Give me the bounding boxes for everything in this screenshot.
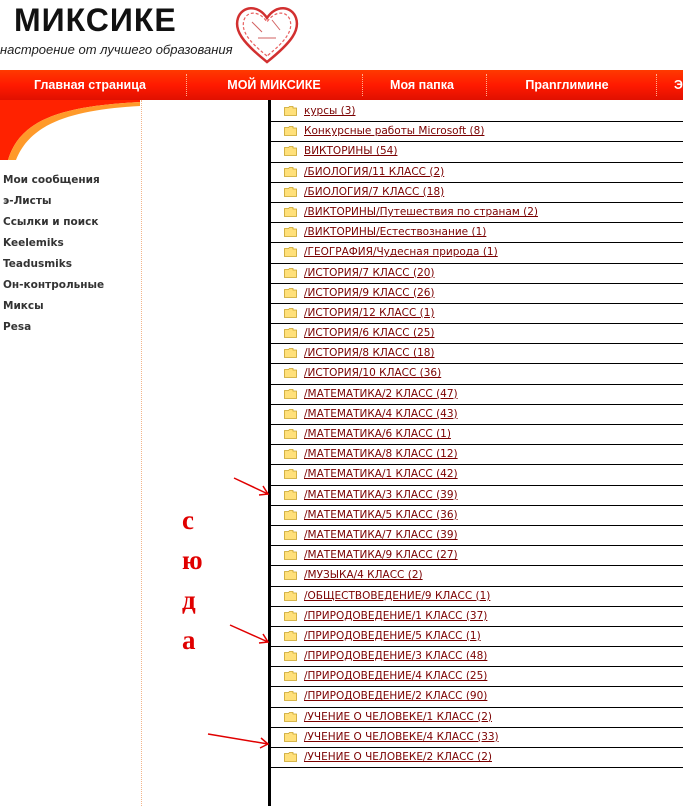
- folder-link[interactable]: /УЧЕНИЕ О ЧЕЛОВЕКЕ/2 КЛАСС (2): [304, 751, 492, 763]
- top-navigation-bar: [0, 70, 683, 100]
- nav-pranglimine[interactable]: Прanглимине: [525, 78, 609, 92]
- site-tagline: настроение от лучшего образования: [0, 42, 233, 57]
- folder-link[interactable]: курсы (3): [304, 105, 356, 117]
- folder-icon[interactable]: [284, 510, 297, 520]
- folder-icon[interactable]: [284, 691, 297, 701]
- folder-row: [271, 465, 683, 485]
- folder-icon[interactable]: [284, 651, 297, 661]
- folder-link[interactable]: /УЧЕНИЕ О ЧЕЛОВЕКЕ/1 КЛАСС (2): [304, 710, 492, 723]
- folder-row: [271, 728, 683, 748]
- folder-icon[interactable]: [284, 429, 297, 439]
- folder-row: [271, 385, 683, 405]
- nav-more[interactable]: Э: [674, 78, 683, 92]
- folder-link[interactable]: /МАТЕМАТИКА/5 КЛАСС (36): [304, 508, 458, 521]
- folder-icon[interactable]: [284, 328, 297, 338]
- annotation-letter: с: [182, 505, 194, 535]
- annotation-letter: д: [182, 585, 196, 615]
- folder-icon[interactable]: [284, 591, 297, 601]
- column-divider: [141, 100, 142, 806]
- folder-row: [271, 748, 683, 768]
- folder-row: [271, 708, 683, 728]
- folder-row: [271, 243, 683, 263]
- folder-row: [271, 526, 683, 546]
- folder-icon[interactable]: [284, 712, 297, 722]
- folder-link[interactable]: /ИСТОРИЯ/12 КЛАСС (1): [304, 306, 435, 319]
- folder-icon[interactable]: [284, 288, 297, 298]
- folder-icon[interactable]: [284, 409, 297, 419]
- folder-icon[interactable]: [284, 146, 297, 156]
- folder-row: [271, 122, 683, 142]
- folder-list: [271, 102, 683, 768]
- folder-icon[interactable]: [284, 611, 297, 621]
- folder-icon[interactable]: [284, 550, 297, 560]
- folder-icon[interactable]: [284, 167, 297, 177]
- folder-row: [271, 647, 683, 667]
- nav-separator: [362, 74, 363, 96]
- folder-link[interactable]: /МАТЕМАТИКА/1 КЛАСС (42): [304, 468, 458, 481]
- sidebar-item-mixes[interactable]: Миксы: [3, 300, 44, 312]
- folder-icon[interactable]: [284, 490, 297, 500]
- folder-link[interactable]: /БИОЛОГИЯ/11 КЛАСС (2): [304, 165, 445, 178]
- folder-row: [271, 667, 683, 687]
- folder-link[interactable]: /БИОЛОГИЯ/7 КЛАСС (18): [304, 185, 445, 198]
- sidebar-item-keelemiks[interactable]: Keelemiks: [3, 237, 64, 249]
- folder-icon[interactable]: [284, 268, 297, 278]
- nav-separator: [486, 74, 487, 96]
- folder-icon[interactable]: [284, 187, 297, 197]
- sidebar-menu: [3, 172, 138, 340]
- folder-row: [271, 203, 683, 223]
- folder-row: [271, 183, 683, 203]
- sidebar-item-links-search[interactable]: Ссылки и поиск: [3, 216, 99, 228]
- sidebar-item-e-sheets[interactable]: э-Листы: [3, 195, 52, 207]
- folder-icon[interactable]: [284, 570, 297, 580]
- folder-row: [271, 687, 683, 707]
- folder-row: [271, 344, 683, 364]
- folder-link[interactable]: /МАТЕМАТИКА/6 КЛАСС (1): [304, 428, 451, 440]
- site-logo-title[interactable]: МИКСИКЕ: [14, 2, 177, 38]
- folder-row: [271, 425, 683, 445]
- folder-row: [271, 405, 683, 425]
- folder-row: [271, 264, 683, 284]
- folder-row: [271, 304, 683, 324]
- sidebar-item-messages[interactable]: Мои сообщения: [3, 174, 100, 186]
- folder-row: [271, 324, 683, 344]
- annotation-arrow-icon: [228, 622, 272, 646]
- folder-link[interactable]: /ВИКТОРИНЫ/Естествознание (1): [304, 226, 487, 239]
- folder-link[interactable]: /МУЗЫКА/4 КЛАСС (2): [304, 569, 423, 582]
- folder-icon[interactable]: [284, 530, 297, 540]
- folder-link[interactable]: /ИСТОРИЯ/9 КЛАСС (26): [304, 286, 435, 299]
- folder-link[interactable]: /ИСТОРИЯ/6 КЛАСС (25): [304, 327, 435, 340]
- nav-my-miksike[interactable]: МОЙ МИКСИКЕ: [227, 78, 321, 92]
- sidebar-item-online-tests[interactable]: Он-контрольные: [3, 279, 105, 291]
- folder-row: [271, 587, 683, 607]
- annotation-letter: ю: [182, 545, 203, 575]
- folder-link[interactable]: /ПРИРОДОВЕДЕНИЕ/2 КЛАСС (90): [304, 690, 488, 703]
- folder-icon[interactable]: [284, 449, 297, 459]
- folder-icon[interactable]: [284, 389, 297, 399]
- nav-separator: [656, 74, 657, 96]
- folder-link[interactable]: /ПРИРОДОВЕДЕНИЕ/5 КЛАСС (1): [304, 629, 481, 642]
- sidebar-item-pesa[interactable]: Pesa: [3, 321, 32, 333]
- folder-link[interactable]: /УЧЕНИЕ О ЧЕЛОВЕКЕ/4 КЛАСС (33): [304, 730, 499, 743]
- folder-link[interactable]: /МАТЕМАТИКА/4 КЛАСС (43): [304, 407, 458, 420]
- folder-icon[interactable]: [284, 631, 297, 641]
- annotation-arrow-icon: [206, 730, 272, 750]
- folder-link[interactable]: /МАТЕМАТИКА/7 КЛАСС (39): [304, 528, 458, 541]
- folder-row: [271, 506, 683, 526]
- folder-icon[interactable]: [284, 752, 297, 762]
- folder-link[interactable]: /МАТЕМАТИКА/3 КЛАСС (39): [304, 488, 458, 501]
- nav-separator: [186, 74, 187, 96]
- folder-row: [271, 102, 683, 122]
- nav-home[interactable]: Главная страница: [34, 78, 146, 92]
- folder-icon[interactable]: [284, 732, 297, 742]
- folder-icon[interactable]: [284, 126, 297, 136]
- sidebar-item-teadusmiks[interactable]: Teadusmiks: [3, 258, 72, 270]
- folder-row: [271, 486, 683, 506]
- folder-row: [271, 627, 683, 647]
- folder-icon[interactable]: [284, 247, 297, 257]
- folder-link[interactable]: /ПРИРОДОВЕДЕНИЕ/1 КЛАСС (37): [304, 609, 488, 622]
- folder-link[interactable]: /ВИКТОРИНЫ/Путешествия по странам (2): [304, 205, 538, 218]
- folder-icon[interactable]: [284, 368, 297, 378]
- folder-row: [271, 223, 683, 243]
- folder-row: [271, 566, 683, 586]
- folder-icon[interactable]: [284, 671, 297, 681]
- folder-link[interactable]: ВИКТОРИНЫ (54): [304, 145, 398, 158]
- nav-my-folder[interactable]: Моя папка: [390, 78, 454, 92]
- folder-link[interactable]: Конкурсные работы Microsoft (8): [304, 125, 485, 138]
- folder-row: [271, 163, 683, 183]
- folder-link[interactable]: /ОБЩЕСТВОВЕДЕНИЕ/9 КЛАСС (1): [304, 589, 491, 602]
- folder-link[interactable]: /ИСТОРИЯ/8 КЛАСС (18): [304, 347, 435, 360]
- folder-icon[interactable]: [284, 308, 297, 318]
- folder-link[interactable]: /ГЕОГРАФИЯ/Чудесная природа (1): [304, 246, 498, 259]
- decorative-swoosh: [0, 100, 140, 160]
- folder-icon[interactable]: [284, 469, 297, 479]
- folder-link[interactable]: /МАТЕМАТИКА/8 КЛАСС (12): [304, 448, 458, 461]
- folder-link[interactable]: /МАТЕМАТИКА/9 КЛАСС (27): [304, 549, 458, 562]
- annotation-letter: а: [182, 625, 196, 655]
- folder-link[interactable]: /ИСТОРИЯ/7 КЛАСС (20): [304, 266, 435, 279]
- folder-link[interactable]: /МАТЕМАТИКА/2 КЛАСС (47): [304, 387, 458, 400]
- folder-link[interactable]: /ПРИРОДОВЕДЕНИЕ/3 КЛАСС (48): [304, 650, 488, 663]
- folder-row: [271, 546, 683, 566]
- folder-link[interactable]: /ИСТОРИЯ/10 КЛАСС (36): [304, 367, 442, 380]
- folder-icon[interactable]: [284, 227, 297, 237]
- folder-row: [271, 607, 683, 627]
- annotation-arrow-icon: [232, 476, 272, 500]
- folder-icon[interactable]: [284, 207, 297, 217]
- folder-link[interactable]: /ПРИРОДОВЕДЕНИЕ/4 КЛАСС (25): [304, 670, 488, 683]
- folder-row: [271, 364, 683, 384]
- folder-row: [271, 142, 683, 162]
- folder-icon[interactable]: [284, 348, 297, 358]
- folder-row: [271, 445, 683, 465]
- folder-icon[interactable]: [284, 106, 297, 116]
- heart-icon: [232, 2, 302, 66]
- folder-row: [271, 284, 683, 304]
